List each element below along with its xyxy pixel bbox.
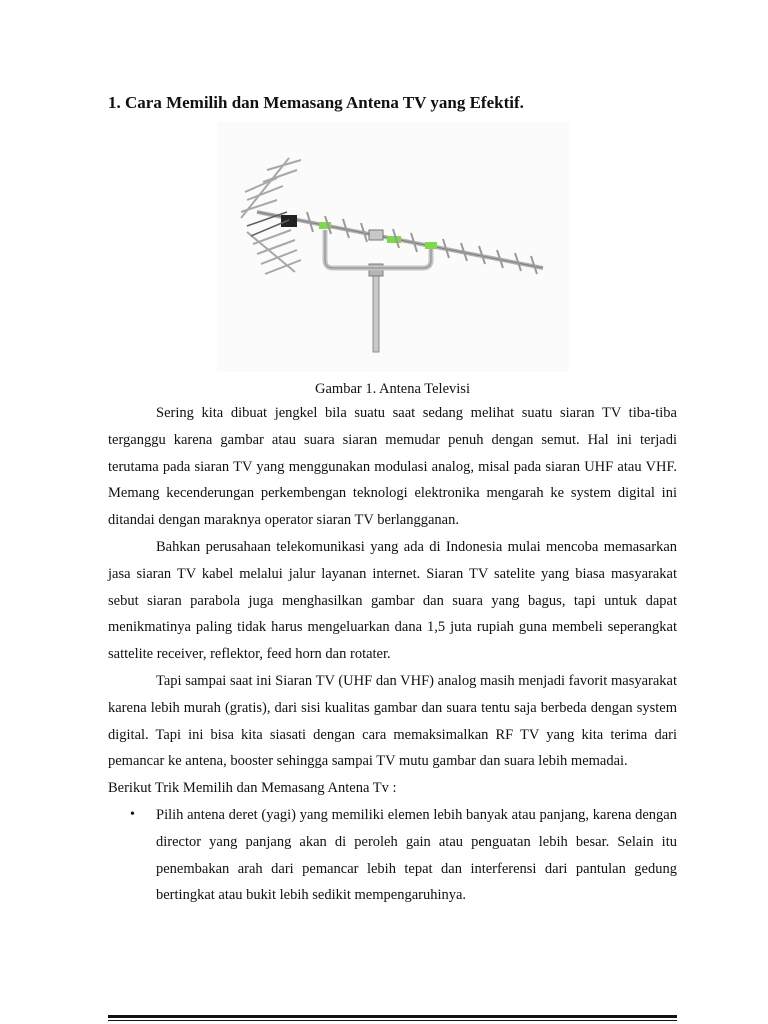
list-item-text: Pilih antena deret (yagi) yang memiliki elemen lebih banyak atau panjang, karena dengan director yang panjang akan di peroleh gain atau penguatan lebih besar. Selain itu penembakan arah dari pemancar lebih tepat dan interferensi dari pantulan gedung bertingkat atau bukit lebih sedikit mempengaruhinya.: [156, 806, 677, 904]
antenna-figure: [217, 122, 569, 372]
bullet-list: [108, 802, 677, 909]
body-text: [108, 400, 677, 909]
paragraph: Sering kita dibuat jengkel bila suatu saat sedang melihat suatu siaran TV tiba-tiba terganggu karena gambar atau suara siaran memudar penuh dengan semut. Hal ini terjadi terutama pada siaran TV yang menggunakan modulasi analog, misal pada siaran UHF atau VHF. Memang kecenderungan perkembengan teknologi elektronika mengarah ke system digital ini ditandai dengan maraknya operator siaran TV berlangganan.: [108, 405, 677, 529]
paragraph: Bahkan perusahaan telekomunikasi yang ada di Indonesia mulai mencoba memasarkan jasa siaran TV kabel melalui jalur layanan internet. Siaran TV satelite yang biasa masyarakat sebut siaran parabola juga menghasilkan gambar dan suara yang bagus, tapi untuk dapat menikmatinya paling tidak harus mengeluarkan dana 1,5 juta rupiah guna membeli seperangkat sattelite receiver, reflektor, feed horn dan rotater.: [108, 538, 677, 663]
paragraph: Tapi sampai saat ini Siaran TV (UHF dan VHF) analog masih menjadi favorit masyarakat karena lebih murah (gratis), dari sisi kualitas gambar dan suara tentu saja berbeda dengan system digital. Tapi ini bisa kita siasati dengan cara memaksimalkan RF TV yang kita terima dari pemancar ke antena, booster sehingga sampai TV mutu gambar dan suara lebih memadai.: [108, 672, 677, 770]
bullet-icon: •: [130, 806, 135, 822]
footer-rule-thin: [108, 1020, 677, 1021]
list-item: [108, 802, 677, 909]
figure-caption: Gambar 1. Antena Televisi: [315, 381, 470, 397]
list-intro: Berikut Trik Memilih dan Memasang Antena Tv :: [108, 780, 397, 797]
section-heading: 1. Cara Memilih dan Memasang Antena TV yang Efektif.: [108, 93, 524, 112]
footer-rule: [108, 1015, 677, 1018]
yagi-antenna-illustration-icon: [217, 122, 569, 372]
